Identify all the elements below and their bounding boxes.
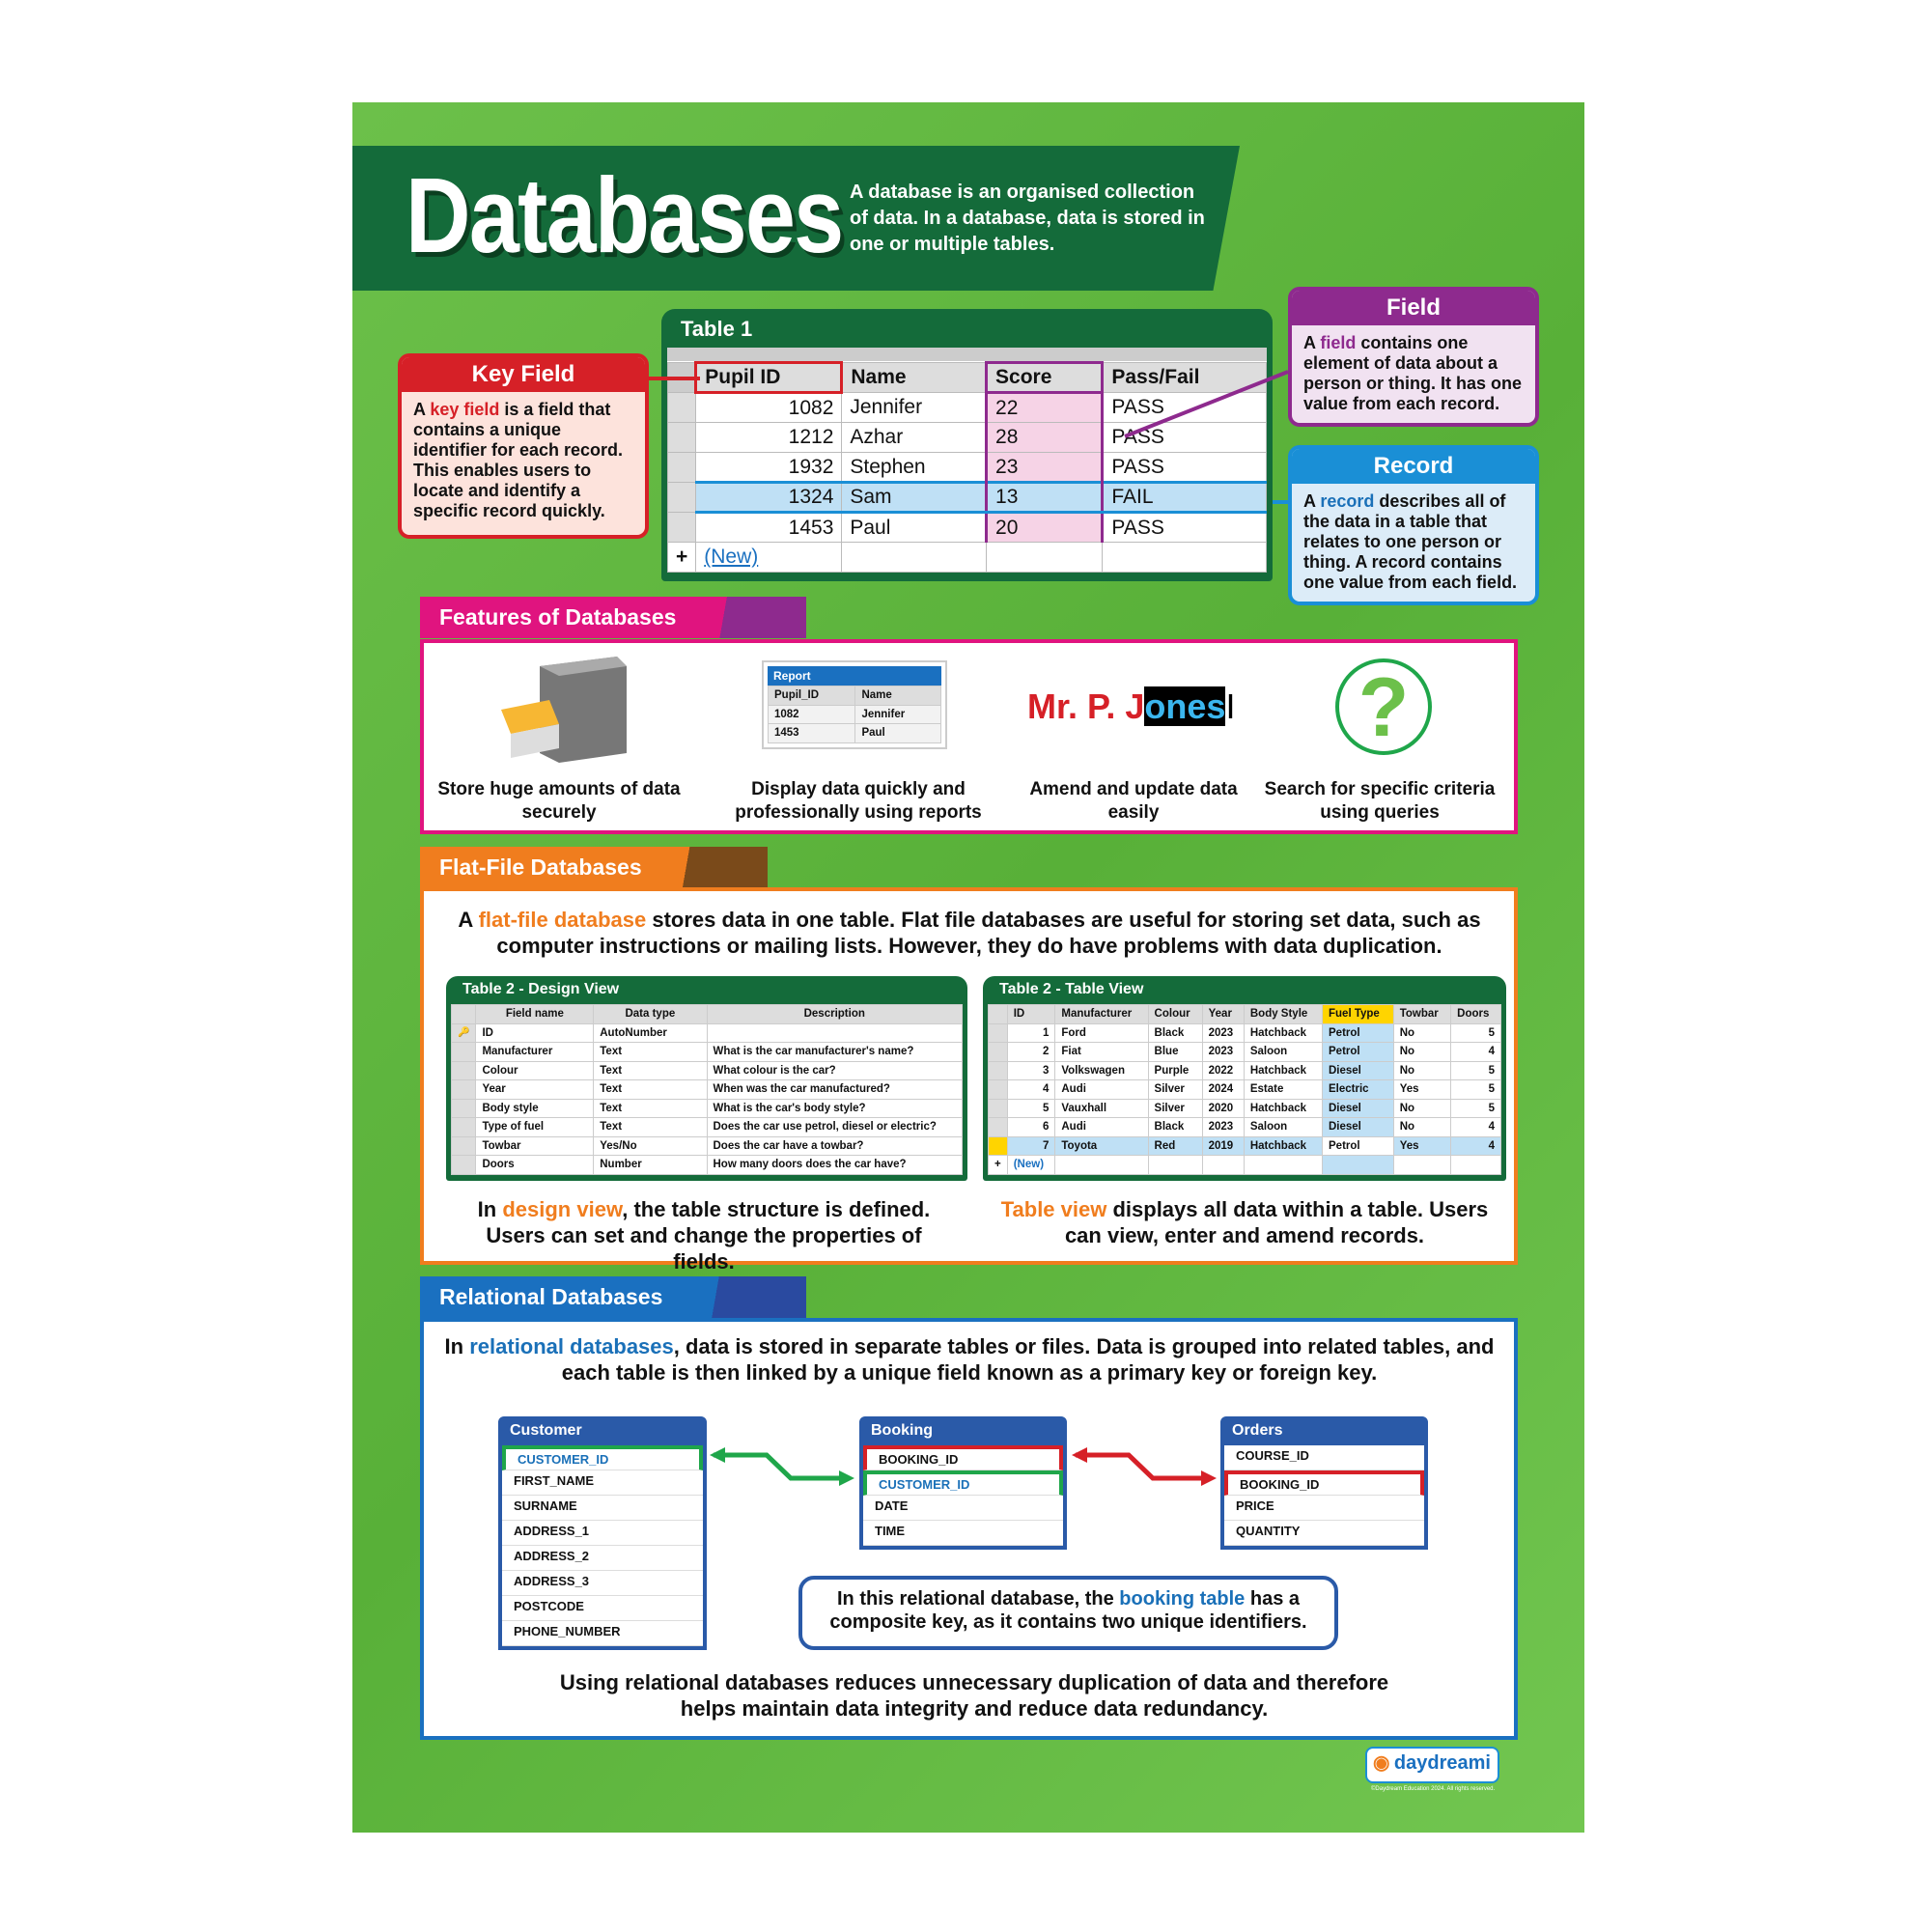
- table-cell: 5: [1007, 1099, 1055, 1118]
- table-cell: Doors: [476, 1156, 594, 1175]
- table-cell: 4: [1451, 1136, 1501, 1156]
- table-cell: Saloon: [1244, 1043, 1322, 1062]
- table-cell: Toyota: [1055, 1136, 1148, 1156]
- table-cell: Silver: [1148, 1080, 1202, 1100]
- row-selector: [989, 1099, 1008, 1118]
- table-cell: 5: [1451, 1080, 1501, 1100]
- table-cell: Hatchback: [1244, 1023, 1322, 1043]
- column-header: Data type: [594, 1005, 707, 1024]
- table-cell: 2020: [1202, 1099, 1244, 1118]
- table-cell: 1324: [696, 483, 842, 513]
- design-view-table: [446, 976, 967, 1181]
- table-cell: Year: [476, 1080, 594, 1100]
- table-cell: Manufacturer: [476, 1043, 594, 1062]
- booking-title: Booking: [863, 1420, 1063, 1445]
- table-cell: Towbar: [476, 1136, 594, 1156]
- table-cell: 1453: [696, 513, 842, 543]
- table-cell: Diesel: [1323, 1061, 1394, 1080]
- table-view-table: [983, 976, 1506, 1181]
- table-cell: Estate: [1244, 1080, 1322, 1100]
- field-title: Field: [1292, 291, 1535, 325]
- column-header: Description: [707, 1005, 963, 1024]
- table-cell: What colour is the car?: [707, 1061, 963, 1080]
- customer-field: ADDRESS_2: [502, 1546, 703, 1571]
- row-selector: [452, 1099, 476, 1118]
- row-selector: [989, 1118, 1008, 1137]
- svg-text:?: ?: [1358, 661, 1410, 754]
- add-row-icon: +: [989, 1156, 1008, 1175]
- design-row[interactable]: [452, 1118, 963, 1137]
- table-cell: 2019: [1202, 1136, 1244, 1156]
- design-row[interactable]: [452, 1099, 963, 1118]
- table-view-caption-text: Table view displays all data within a table. Users can view, enter and amend records.: [1000, 1197, 1489, 1247]
- table-cell: 1082: [696, 393, 842, 423]
- table-1-caption: Table 1: [681, 317, 753, 341]
- table-cell: 13: [987, 483, 1103, 513]
- key-field-text: A key field is a field that contains a unique identifier for each record. This enables users to locate and identify a specific record quickly.: [413, 400, 624, 520]
- table-view-caption: Table 2 - Table View: [999, 981, 1144, 997]
- table-cell: Text: [594, 1080, 707, 1100]
- table-cell: 4: [1451, 1043, 1501, 1062]
- row-selector-header: [989, 1005, 1008, 1024]
- column-header: Colour: [1148, 1005, 1202, 1024]
- report-table: [768, 686, 941, 743]
- new-record-link[interactable]: (New): [696, 543, 842, 573]
- daydream-logo: ◉ daydreami: [1365, 1747, 1499, 1783]
- features-header: Features of Databases: [420, 597, 806, 638]
- feature-queries: Search for specific criteria using queries: [1264, 779, 1496, 823]
- table-cell: 2022: [1202, 1061, 1244, 1080]
- table-cell: Electric: [1323, 1080, 1394, 1100]
- report-cell: Paul: [855, 724, 941, 743]
- table-cell: Red: [1148, 1136, 1202, 1156]
- design-row[interactable]: [452, 1043, 963, 1062]
- table-cell: Purple: [1148, 1061, 1202, 1080]
- feature-reports: Display data quickly and professionally using reports: [735, 779, 982, 823]
- table-cell: [1323, 1156, 1394, 1175]
- customer-title: Customer: [502, 1420, 703, 1445]
- orders-field: BOOKING_ID: [1224, 1470, 1424, 1496]
- column-header[interactable]: Name: [842, 363, 987, 393]
- table-cell: Paul: [842, 513, 987, 543]
- report-column-header: Name: [855, 686, 941, 706]
- design-view-grid: [451, 1004, 963, 1175]
- table-cell: Diesel: [1323, 1118, 1394, 1137]
- table-cell: No: [1393, 1023, 1450, 1043]
- relationship-arrows: [424, 1322, 1515, 1611]
- table-cell: 5: [1451, 1099, 1501, 1118]
- table-cell: 4: [1007, 1080, 1055, 1100]
- design-row[interactable]: [452, 1080, 963, 1100]
- table-cell: Black: [1148, 1023, 1202, 1043]
- table-cell: Text: [594, 1061, 707, 1080]
- table-row[interactable]: [989, 1043, 1501, 1062]
- table-cell: 6: [1007, 1118, 1055, 1137]
- report-cell: 1453: [769, 724, 855, 743]
- table-cell: 2024: [1202, 1080, 1244, 1100]
- table-cell: What is the car manufacturer's name?: [707, 1043, 963, 1062]
- table-cell: What is the car's body style?: [707, 1099, 963, 1118]
- table-cell: Black: [1148, 1118, 1202, 1137]
- row-selector: [989, 1023, 1008, 1043]
- table-cell: No: [1393, 1043, 1450, 1062]
- table-cell: PASS: [1103, 453, 1267, 483]
- orders-field: PRICE: [1224, 1496, 1424, 1521]
- table-cell: Yes: [1393, 1136, 1450, 1156]
- column-header[interactable]: Score: [987, 363, 1103, 393]
- table-cell: Diesel: [1323, 1099, 1394, 1118]
- key-field-title: Key Field: [402, 357, 645, 392]
- table-cell: Hatchback: [1244, 1136, 1322, 1156]
- table-cell: Colour: [476, 1061, 594, 1080]
- table-cell: 3: [1007, 1061, 1055, 1080]
- table-cell: Yes/No: [594, 1136, 707, 1156]
- question-mark-icon: [1333, 657, 1434, 757]
- report-cell: Jennifer: [855, 705, 941, 724]
- orders-field: QUANTITY: [1224, 1521, 1424, 1546]
- table-row[interactable]: [989, 1023, 1501, 1043]
- table-cell: FAIL: [1103, 483, 1267, 513]
- amend-example: Mr. P. JonesI: [1027, 686, 1236, 726]
- customer-field: CUSTOMER_ID: [502, 1445, 703, 1470]
- add-row-icon: +: [668, 543, 696, 573]
- table-cell: 1212: [696, 423, 842, 453]
- row-selector: [989, 1061, 1008, 1080]
- column-header: ID: [1007, 1005, 1055, 1024]
- filing-cabinet-icon: [501, 657, 636, 768]
- table-cell: PASS: [1103, 393, 1267, 423]
- table-cell: [707, 1023, 963, 1043]
- field-text: A field contains one element of data about a person or thing. It has one value from each record.: [1303, 333, 1523, 413]
- table-cell: Ford: [1055, 1023, 1148, 1043]
- feature-store: Store huge amounts of data securely: [437, 779, 681, 823]
- table-cell: [1451, 1156, 1501, 1175]
- table-cell: Silver: [1148, 1099, 1202, 1118]
- record-text: A record describes all of the data in a table that relates to one person or thing. A record contains one value from each field.: [1303, 491, 1518, 592]
- booking-field: TIME: [863, 1521, 1063, 1546]
- flat-file-section: [420, 887, 1518, 1274]
- table-cell: [1055, 1156, 1148, 1175]
- table-cell: Stephen: [842, 453, 987, 483]
- table-cell: 22: [987, 393, 1103, 423]
- table-cell: PASS: [1103, 423, 1267, 453]
- table-cell: Petrol: [1323, 1136, 1394, 1156]
- table-cell: Text: [594, 1099, 707, 1118]
- row-selector: [452, 1061, 476, 1080]
- row-selector-header: [452, 1005, 476, 1024]
- column-header: Towbar: [1393, 1005, 1450, 1024]
- table-row[interactable]: [989, 1136, 1501, 1156]
- table-cell: Vauxhall: [1055, 1099, 1148, 1118]
- table-cell: 1: [1007, 1023, 1055, 1043]
- design-row[interactable]: [452, 1023, 963, 1043]
- orders-field: COURSE_ID: [1224, 1445, 1424, 1470]
- row-selector: [989, 1136, 1008, 1156]
- table-cell: Text: [594, 1118, 707, 1137]
- table-row[interactable]: [989, 1118, 1501, 1137]
- table-cell: 4: [1451, 1118, 1501, 1137]
- column-header: Field name: [476, 1005, 594, 1024]
- page-title: Databases: [406, 156, 843, 275]
- customer-field: FIRST_NAME: [502, 1470, 703, 1496]
- table-cell: Petrol: [1323, 1043, 1394, 1062]
- report-preview: [762, 660, 947, 749]
- row-selector: [452, 1156, 476, 1175]
- composite-key-callout: In this relational database, the booking table has a composite key, as it contains two unique identifiers.: [798, 1576, 1338, 1650]
- table-cell: 2023: [1202, 1023, 1244, 1043]
- table-cell: Does the car have a towbar?: [707, 1136, 963, 1156]
- table-row[interactable]: [989, 1080, 1501, 1100]
- intro-text: A database is an organised collection of data. In a database, data is stored in one or multiple tables.: [850, 182, 1205, 255]
- relational-footer-text: Using relational databases reduces unnecessary duplication of data and therefore helps maintain data integrity and reduce data redundancy.: [559, 1670, 1389, 1721]
- logo-name: daydreami: [1393, 1752, 1491, 1774]
- key-icon: 🔑: [452, 1023, 476, 1043]
- design-row[interactable]: [452, 1136, 963, 1156]
- table-cell: 20: [987, 513, 1103, 543]
- report-column-header: Pupil_ID: [769, 686, 855, 706]
- table-cell: Sam: [842, 483, 987, 513]
- table-view-grid: [988, 1004, 1501, 1175]
- orders-title: Orders: [1224, 1420, 1424, 1445]
- features-section: [420, 639, 1518, 834]
- table-cell: [1244, 1156, 1322, 1175]
- table-cell: Hatchback: [1244, 1061, 1322, 1080]
- column-header: Fuel Type: [1323, 1005, 1394, 1024]
- table-row[interactable]: [989, 1099, 1501, 1118]
- table-cell: 28: [987, 423, 1103, 453]
- flat-file-header: Flat-File Databases: [420, 847, 768, 888]
- table-cell: No: [1393, 1118, 1450, 1137]
- column-header: Doors: [1451, 1005, 1501, 1024]
- table-cell: Azhar: [842, 423, 987, 453]
- table-cell: When was the car manufactured?: [707, 1080, 963, 1100]
- table-cell: Jennifer: [842, 393, 987, 423]
- feature-amend: Amend and update data easily: [1029, 779, 1238, 823]
- customer-field: PHONE_NUMBER: [502, 1621, 703, 1646]
- table-cell: Volkswagen: [1055, 1061, 1148, 1080]
- relational-section: [420, 1318, 1518, 1740]
- table-cell: [1148, 1156, 1202, 1175]
- table-cell: [1393, 1156, 1450, 1175]
- table-row[interactable]: [989, 1061, 1501, 1080]
- design-row[interactable]: [452, 1061, 963, 1080]
- table-cell: Blue: [1148, 1043, 1202, 1062]
- table-cell: 5: [1451, 1023, 1501, 1043]
- row-selector: [452, 1118, 476, 1137]
- record-title: Record: [1292, 449, 1535, 484]
- table-cell: Saloon: [1244, 1118, 1322, 1137]
- new-record-link[interactable]: (New): [1007, 1156, 1055, 1175]
- row-selector: [989, 1080, 1008, 1100]
- copyright: ©Daydream Education 2024. All rights reserved.: [1371, 1786, 1496, 1792]
- column-header[interactable]: Pass/Fail: [1103, 363, 1267, 393]
- customer-field: SURNAME: [502, 1496, 703, 1521]
- table-cell: Audi: [1055, 1080, 1148, 1100]
- table-cell: 2: [1007, 1043, 1055, 1062]
- customer-field: ADDRESS_1: [502, 1521, 703, 1546]
- table-cell: [1202, 1156, 1244, 1175]
- table-cell: ID: [476, 1023, 594, 1043]
- table-cell: Body style: [476, 1099, 594, 1118]
- table-cell: Text: [594, 1043, 707, 1062]
- table-cell: No: [1393, 1061, 1450, 1080]
- column-header: Manufacturer: [1055, 1005, 1148, 1024]
- callout-connectors: [0, 0, 1932, 676]
- table-cell: Yes: [1393, 1080, 1450, 1100]
- booking-field: BOOKING_ID: [863, 1445, 1063, 1470]
- table-cell: Fiat: [1055, 1043, 1148, 1062]
- table-cell: Type of fuel: [476, 1118, 594, 1137]
- flat-file-text: A flat-file database stores data in one table. Flat file databases are useful for storing set data, such as computer instructions or mailing lists. However, they do have problems with data duplication.: [458, 908, 1481, 958]
- report-title: Report: [768, 666, 941, 686]
- row-selector: [452, 1136, 476, 1156]
- relational-text: In relational databases, data is stored in separate tables or files. Data is grouped into related tables, and each table is then linked by a unique field known as a primary key or foreign key.: [444, 1334, 1495, 1385]
- table-cell: 2023: [1202, 1043, 1244, 1062]
- table-cell: 7: [1007, 1136, 1055, 1156]
- table-cell: No: [1393, 1099, 1450, 1118]
- design-view-caption: Table 2 - Design View: [462, 981, 620, 997]
- table-cell: Audi: [1055, 1118, 1148, 1137]
- report-cell: 1082: [769, 705, 855, 724]
- row-selector: [989, 1043, 1008, 1062]
- table-cell: How many doors does the car have?: [707, 1156, 963, 1175]
- customer-field: POSTCODE: [502, 1596, 703, 1621]
- table-cell: Does the car use petrol, diesel or electric?: [707, 1118, 963, 1137]
- customer-field: ADDRESS_3: [502, 1571, 703, 1596]
- table-cell: Number: [594, 1156, 707, 1175]
- table-cell: Petrol: [1323, 1023, 1394, 1043]
- table-cell: 2023: [1202, 1118, 1244, 1137]
- table-cell: PASS: [1103, 513, 1267, 543]
- booking-field: CUSTOMER_ID: [863, 1470, 1063, 1496]
- table-cell: 5: [1451, 1061, 1501, 1080]
- table-cell: 1932: [696, 453, 842, 483]
- design-view-caption-text: In design view, the table structure is defined. Users can set and change the properties of fields.: [477, 1197, 931, 1274]
- row-selector: [452, 1080, 476, 1100]
- table-cell: AutoNumber: [594, 1023, 707, 1043]
- booking-field: DATE: [863, 1496, 1063, 1521]
- column-header[interactable]: Pupil ID: [696, 363, 842, 393]
- design-row[interactable]: [452, 1156, 963, 1175]
- column-header: Year: [1202, 1005, 1244, 1024]
- row-selector: [452, 1043, 476, 1062]
- table-cell: Hatchback: [1244, 1099, 1322, 1118]
- column-header: Body Style: [1244, 1005, 1322, 1024]
- relational-header: Relational Databases: [420, 1276, 806, 1318]
- table-cell: 23: [987, 453, 1103, 483]
